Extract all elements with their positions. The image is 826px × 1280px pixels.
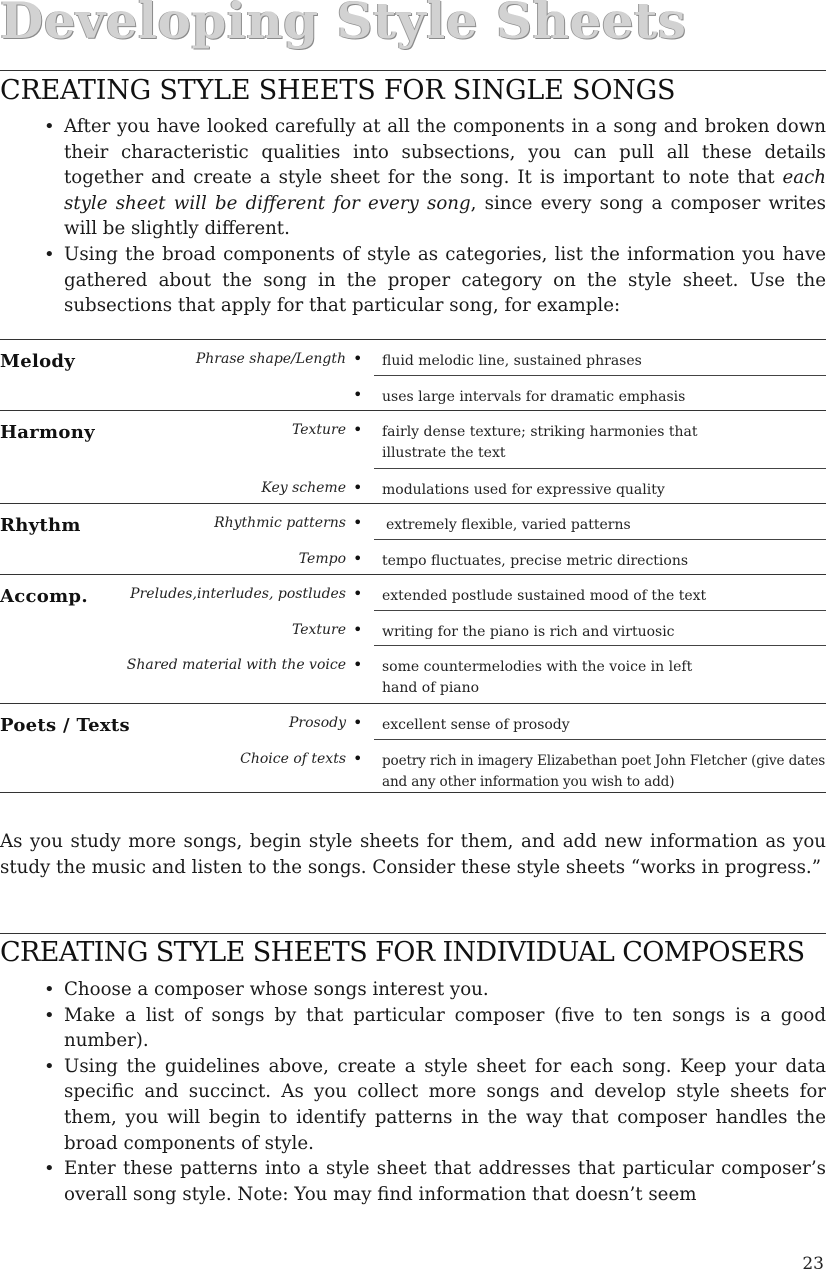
row-subsection: Prosody (288, 715, 346, 731)
row-rule (374, 610, 826, 611)
category-rule (0, 703, 826, 704)
category-rule (0, 574, 826, 575)
row-value: extremely flexible, varied patterns (386, 517, 631, 533)
bullet-dot: • (353, 655, 363, 674)
row-category: Harmony (0, 422, 95, 443)
row-subsection: Tempo (298, 551, 346, 567)
section-rule (0, 933, 826, 934)
bullet-item: • Enter these patterns into a style sheet that addresses that particular composer’s overall song style. Note: You may find information that doesn’t seem (42, 1156, 826, 1207)
bullet-dot: • (353, 478, 363, 497)
row-subsection: Phrase shape/Length (195, 351, 346, 367)
bullet-item: • Using the guidelines above, create a style sheet for each song. Keep your data specific and succinct. As you collect more songs and develop style sheets for them, you will begin to identify patterns in the way that composer handles the broad components of style. (42, 1054, 826, 1156)
row-rule (374, 539, 826, 540)
row-value: excellent sense of prosody (382, 717, 570, 733)
page-number: 23 (802, 1254, 824, 1274)
row-category: Rhythm (0, 515, 81, 536)
bullet-dot: • (353, 385, 363, 404)
bullet-dot: • (353, 349, 363, 368)
bullet-dot: • (353, 749, 363, 768)
bullet-item: • Choose a composer whose songs interest you. (42, 977, 826, 1003)
bullet-dot: • (353, 713, 363, 732)
bullet-item: • Using the broad components of style as categories, list the information you have gathered about the song in the proper category on the style sheet. Use the subsections that apply for that particular song, for example: (42, 242, 826, 319)
bullet-item: • Make a list of songs by that particular composer (five to ten songs is a good number). (42, 1003, 826, 1054)
row-value: fluid melodic line, sustained phrases (382, 353, 642, 369)
section-rule (0, 70, 826, 71)
category-rule (0, 503, 826, 504)
row-rule (374, 375, 826, 376)
bullet-dot: • (353, 584, 363, 603)
emphasis-text: each style sheet will be different for every song (64, 167, 826, 214)
bullet-dot: • (353, 620, 363, 639)
row-value: some countermelodies with the voice in left hand of piano (382, 659, 693, 696)
row-value: modulations used for expressive quality (382, 482, 665, 498)
row-subsection: Choice of texts (240, 751, 346, 767)
row-value: uses large intervals for dramatic emphasis (382, 389, 686, 405)
row-category: Accomp. (0, 586, 88, 607)
row-rule (374, 468, 826, 469)
row-category: Melody (0, 351, 76, 372)
row-value: tempo fluctuates, precise metric directions (382, 553, 689, 569)
bullet-dot: • (353, 549, 363, 568)
section-heading-individual-composers: CREATING STYLE SHEETS FOR INDIVIDUAL COMPOSERS (0, 937, 805, 968)
paragraph: As you study more songs, begin style sheets for them, and add new information as you study the music and listen to the songs. Consider these style sheets “works in progress.” (0, 831, 826, 878)
row-subsection: Shared material with the voice (126, 657, 346, 673)
row-subsection: Texture (291, 422, 346, 438)
table-bottom-rule (0, 792, 826, 793)
row-rule (374, 739, 826, 740)
row-value: fairly dense texture; striking harmonies that illustrate the text (382, 424, 698, 461)
section-heading-single-songs: CREATING STYLE SHEETS FOR SINGLE SONGS (0, 75, 676, 106)
composers-bullet-list (42, 977, 826, 1207)
row-value: extended postlude sustained mood of the text (382, 588, 707, 604)
page-title: Developing Style Sheets (0, 0, 687, 50)
bullet-dot: • (353, 513, 363, 532)
table-top-rule (0, 339, 826, 340)
row-rule (374, 645, 826, 646)
row-subsection: Texture (291, 622, 346, 638)
row-subsection: Rhythmic patterns (214, 515, 346, 531)
row-subsection: Preludes,interludes, postludes (130, 586, 346, 602)
category-rule (0, 410, 826, 411)
single-songs-bullet-list (42, 114, 826, 319)
bullet-item: • After you have looked carefully at all the components in a song and broken down their characteristic qualities into subsections, you can pull all these details together and create a style sheet for the song. It is important to note that each style sheet will be different for every song, since every song a composer writes will be slightly different. (42, 114, 826, 242)
row-category: Poets / Texts (0, 715, 130, 736)
row-value: poetry rich in imagery Elizabethan poet John Fletcher (give dates and any other information you wish to add) (382, 753, 826, 790)
row-value: writing for the piano is rich and virtuosic (382, 624, 675, 640)
row-subsection: Key scheme (261, 480, 346, 496)
bullet-dot: • (353, 420, 363, 439)
